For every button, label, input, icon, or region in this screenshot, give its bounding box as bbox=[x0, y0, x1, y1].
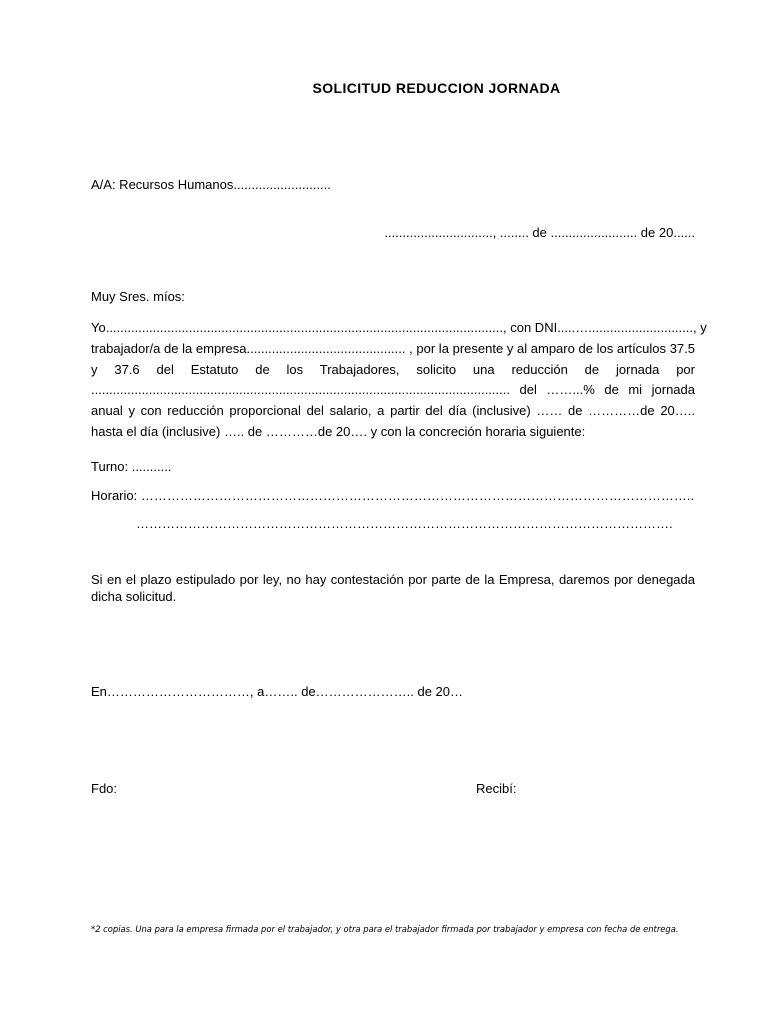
document-title: SOLICITUD REDUCCION JORNADA bbox=[312, 80, 561, 96]
notice-paragraph bbox=[91, 571, 695, 605]
paragraph-line: y 37.6 del Estatuto de los Trabajadores, solicito una reducción de jornada por bbox=[91, 361, 695, 377]
paragraph-line: dicha solicitud. bbox=[91, 589, 177, 604]
paragraph-line: .................................................................................................................... del ……...% de mi jornada bbox=[91, 382, 695, 398]
paragraph-line: hasta el día (inclusive) ….. de …………de 20…. y con la concreción horaria siguiente: bbox=[91, 423, 586, 439]
horario-line: Horario: ……………………………………………………………………………………………………………….. bbox=[91, 488, 695, 503]
date-line: .............................., ........ de ........................ de 20...... bbox=[384, 225, 695, 240]
place-date-line: En……………………………, a…….. de………………….. de 20… bbox=[91, 684, 464, 699]
signature-label: Fdo: bbox=[91, 781, 118, 796]
request-paragraph bbox=[91, 318, 707, 443]
horario-continuation-line: ……………………………………………………………………………………………………………. bbox=[136, 516, 673, 531]
turno-line: Turno: ........... bbox=[91, 459, 172, 474]
paragraph-line: trabajador/a de la empresa............................................ , por la presente y al amparo de los artículos 37.5 bbox=[91, 340, 695, 356]
paragraph-line: Yo.............................................................................................................., con DNI.....…............................., y bbox=[91, 320, 707, 335]
addressee-line: A/A: Recursos Humanos........................... bbox=[91, 177, 331, 192]
paragraph-line: Si en el plazo estipulado por ley, no hay contestación por parte de la Empresa, daremos por denegada bbox=[91, 572, 695, 587]
received-label: Recibí: bbox=[476, 781, 517, 796]
salutation: Muy Sres. míos: bbox=[91, 289, 185, 304]
footnote: *2 copias. Una para la empresa firmada por el trabajador, y otra para el trabajador firmada por trabajador y empresa con fecha de entrega. bbox=[91, 924, 679, 934]
paragraph-line: anual y con reducción proporcional del salario, a partir del día (inclusive) …… de …………de 20….. bbox=[91, 403, 695, 419]
